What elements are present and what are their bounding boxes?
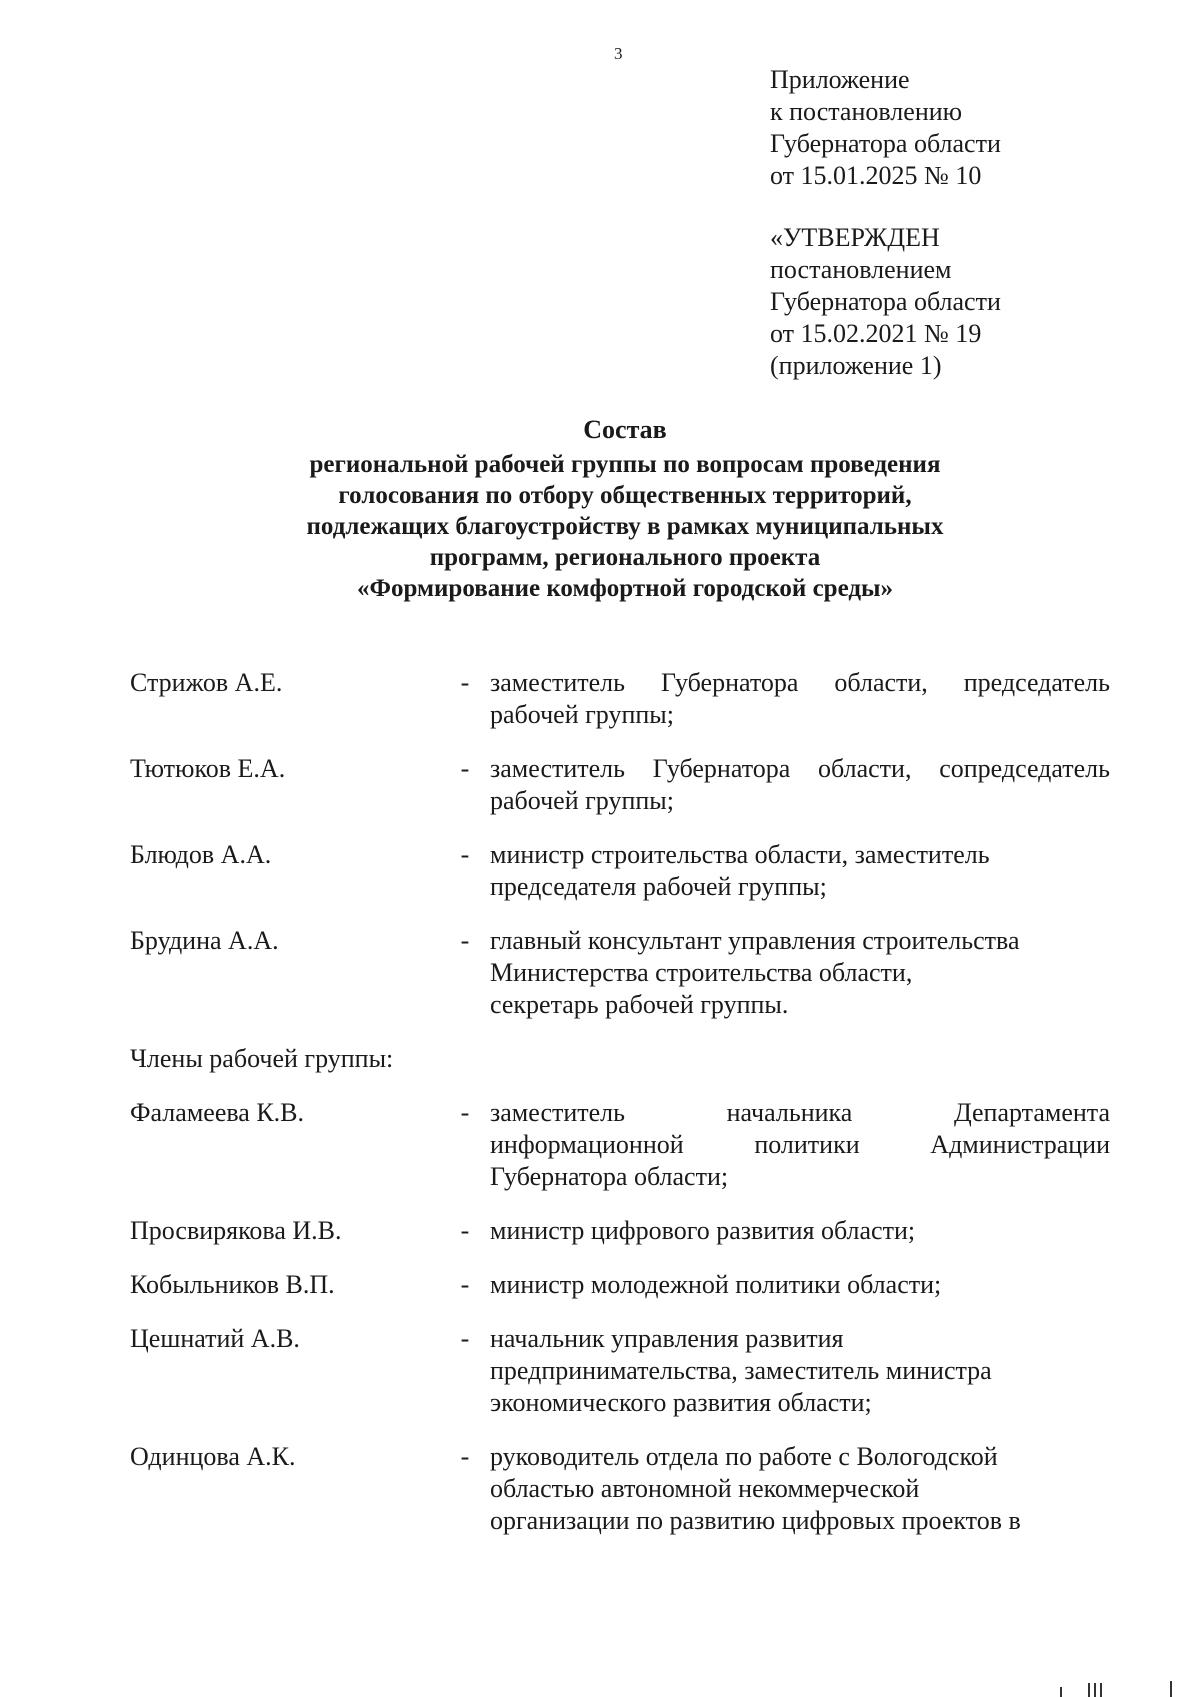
members-list — [130, 667, 1110, 1559]
appendix-line: Губернатора области — [770, 129, 1001, 158]
role-line: заместитель начальника Департамента — [490, 1098, 1110, 1127]
role-line: заместитель Губернатора области, сопредседатель — [490, 754, 1110, 783]
title-line: подлежащих благоустройству в рамках муниципальных — [306, 513, 944, 540]
member-name: Просвирякова И.В. — [130, 1216, 342, 1245]
dash: - — [460, 754, 470, 783]
member-row — [130, 753, 1110, 817]
role-line: заместитель Губернатора области, председатель — [490, 668, 1110, 697]
member-row — [130, 1441, 1100, 1537]
dash: - — [460, 840, 470, 869]
dash: - — [460, 1098, 470, 1127]
appendix-line: Приложение — [770, 65, 910, 94]
member-row — [130, 667, 1110, 731]
dash: - — [460, 1324, 470, 1353]
member-row — [130, 1323, 1100, 1419]
member-row — [130, 1097, 1110, 1193]
approved-line: от 15.02.2021 № 19 — [770, 319, 982, 348]
role-line: министр цифрового развития области; — [490, 1216, 916, 1245]
member-role — [490, 925, 1110, 1021]
member-name: Одинцова А.К. — [130, 1442, 296, 1471]
member-name: Блюдов А.А. — [130, 840, 272, 869]
role-line: министр молодежной политики области; — [490, 1270, 942, 1299]
title-main: Состав — [583, 415, 667, 444]
member-name: Стрижов А.Е. — [130, 668, 283, 697]
dash: - — [460, 668, 470, 697]
scan-artifact-marks — [1050, 1677, 1180, 1697]
member-row — [130, 839, 1100, 903]
page-number: 3 — [614, 44, 623, 63]
member-name: Цешнатий А.В. — [130, 1324, 300, 1353]
role-line: предпринимательства, заместитель министра — [490, 1356, 992, 1385]
role-line: секретарь рабочей группы. — [490, 990, 789, 1019]
member-role — [490, 667, 1110, 731]
approved-line: «УТВЕРЖДЕН — [770, 223, 940, 252]
member-role — [490, 1097, 1110, 1193]
member-name: Брудина А.А. — [130, 926, 279, 955]
member-role — [490, 1215, 1110, 1247]
role-line: руководитель отдела по работе с Вологодской — [490, 1442, 998, 1471]
role-line: Министерства строительства области, — [490, 958, 913, 987]
member-role — [490, 753, 1110, 817]
role-line: начальник управления развития — [490, 1324, 844, 1353]
member-role — [490, 1441, 1110, 1537]
title-line: программ, регионального проекта — [429, 544, 821, 571]
appendix-line: от 15.01.2025 № 10 — [770, 161, 982, 190]
role-line: информационной политики Администрации — [490, 1130, 1110, 1159]
member-role — [490, 839, 1110, 903]
appendix-line: к постановлению — [770, 97, 963, 126]
member-name: Фаламеева К.В. — [130, 1098, 305, 1127]
role-line: рабочей группы; — [490, 786, 674, 815]
member-name: Кобыльников В.П. — [130, 1270, 335, 1299]
role-line: главный консультант управления строительства — [490, 926, 1020, 955]
dash: - — [460, 1442, 470, 1471]
dash: - — [460, 1216, 470, 1245]
title-line: голосования по отбору общественных территорий, — [338, 482, 912, 509]
title-line: «Формирование комфортной городской среды» — [356, 575, 894, 602]
role-line: рабочей группы; — [490, 700, 674, 729]
member-row — [130, 1269, 1100, 1301]
role-line: экономического развития области; — [490, 1388, 872, 1417]
approval-stamp-text — [770, 222, 1001, 382]
members-heading: Члены рабочей группы: — [130, 1044, 394, 1073]
member-row — [130, 925, 1100, 1021]
role-line: организации по развитию цифровых проектов в — [490, 1506, 1021, 1535]
approved-line: постановлением — [770, 255, 952, 284]
member-row — [130, 1215, 1100, 1247]
role-line: министр строительства области, заместитель — [490, 840, 990, 869]
member-role — [490, 1323, 1110, 1419]
member-name: Тютюков Е.А. — [130, 754, 286, 783]
dash: - — [460, 926, 470, 955]
document-title — [0, 414, 1200, 604]
appendix-header — [770, 64, 1001, 192]
dash: - — [460, 1270, 470, 1299]
approved-line: (приложение 1) — [770, 351, 942, 380]
role-line: председателя рабочей группы; — [490, 872, 827, 901]
approved-line: Губернатора области — [770, 287, 1001, 316]
role-line: Губернатора области; — [490, 1162, 729, 1191]
title-line: региональной рабочей группы по вопросам проведения — [309, 451, 941, 478]
member-role — [490, 1269, 1110, 1301]
role-line: областью автономной некоммерческой — [490, 1474, 920, 1503]
